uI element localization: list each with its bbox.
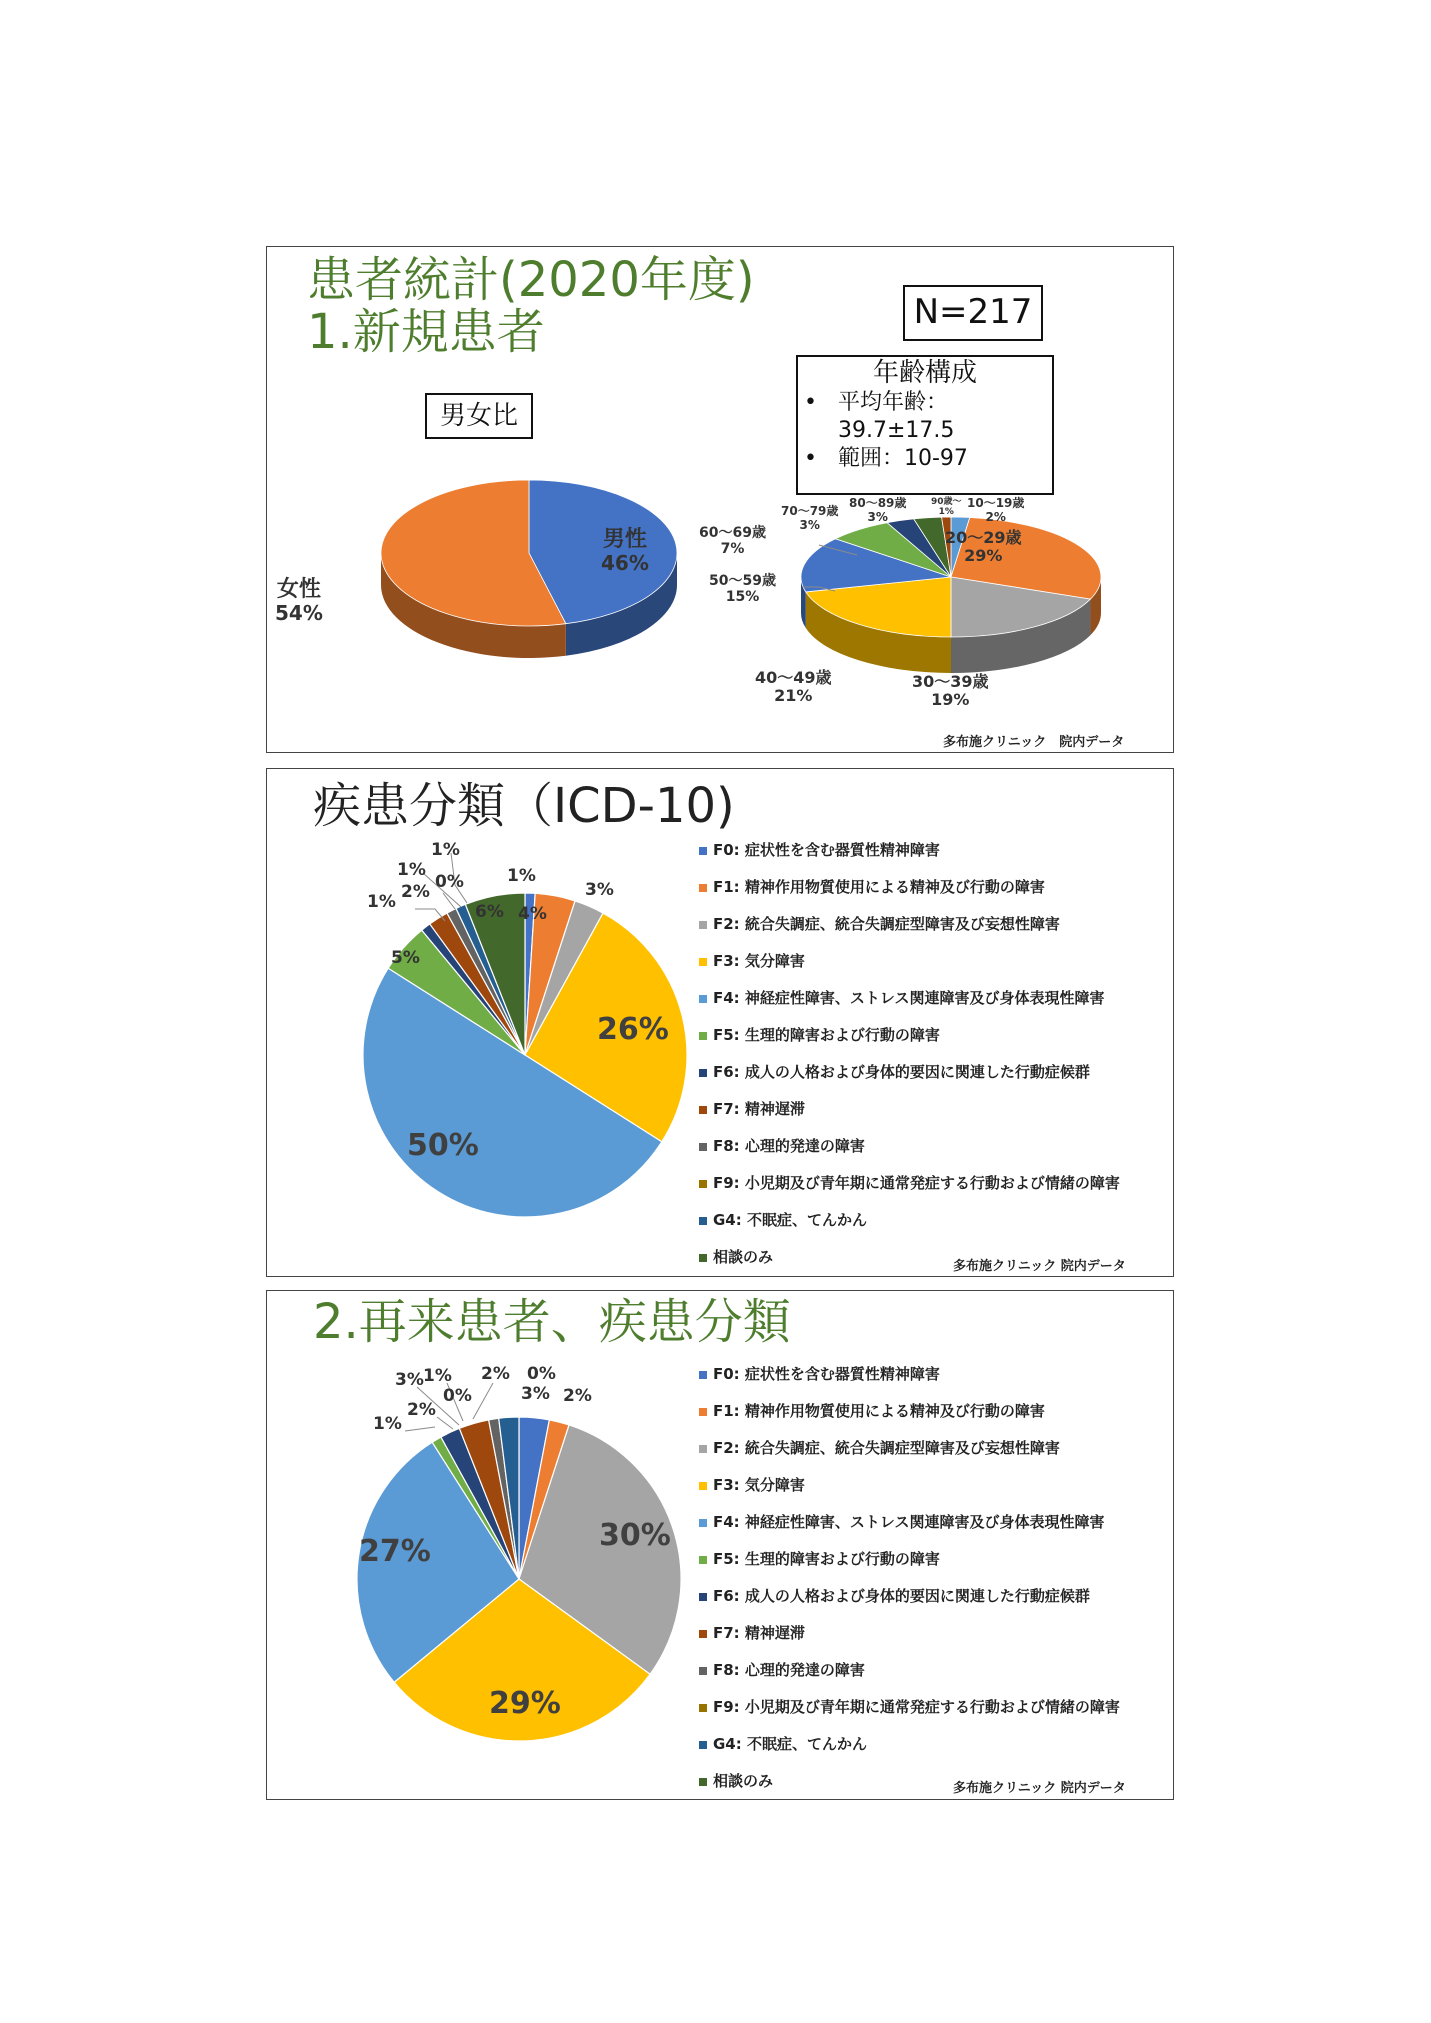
age-label-30s bbox=[912, 673, 989, 710]
icd1-label-f0: 1% bbox=[507, 866, 536, 886]
icd2-legend-item-1 bbox=[699, 1400, 1045, 1421]
age-50s-name: 50〜59歳 bbox=[709, 573, 776, 589]
icd1-leader-f7 bbox=[443, 893, 455, 909]
icd1-legend-item-10 bbox=[699, 1209, 867, 1230]
icd2-legend-item-9 bbox=[699, 1696, 1120, 1717]
icd2-legend-swatch-5 bbox=[699, 1556, 707, 1564]
age-20s-name: 20〜29歳 bbox=[945, 528, 1022, 547]
panel2-credit: 多布施クリニック 院内データ bbox=[953, 1259, 1126, 1274]
age-40s-name: 40〜49歳 bbox=[755, 668, 832, 687]
icd2-legend-label-10: G4: 不眠症、てんかん bbox=[713, 1735, 867, 1753]
age-80s-pct: 3% bbox=[867, 509, 888, 524]
age-label-60s bbox=[699, 525, 766, 557]
icd2-leader-g4 bbox=[473, 1383, 493, 1419]
age-70s-name: 70〜79歳 bbox=[781, 504, 839, 518]
icd2-label-f9: 0% bbox=[443, 1386, 472, 1406]
icd1-label-f5: 5% bbox=[391, 948, 420, 968]
icd1-legend-label-7: F7: 精神遅滞 bbox=[713, 1100, 805, 1118]
icd1-label-f4: 50% bbox=[407, 1128, 479, 1163]
icd1-legend-item-1 bbox=[699, 876, 1045, 897]
icd2-legend-item-0 bbox=[699, 1363, 940, 1384]
icd1-legend-label-8: F8: 心理的発達の障害 bbox=[713, 1137, 865, 1155]
icd1-legend-item-5 bbox=[699, 1024, 940, 1045]
panel2-title: 疾患分類（ICD-10) bbox=[313, 778, 735, 834]
age-box-heading: 年齢構成 bbox=[872, 358, 977, 388]
icd1-legend-item-2 bbox=[699, 913, 1060, 934]
icd1-label-f7: 2% bbox=[401, 882, 430, 902]
age-10s-pct: 2% bbox=[985, 509, 1006, 524]
icd1-legend-swatch-4 bbox=[699, 995, 707, 1003]
icd2-legend-swatch-4 bbox=[699, 1519, 707, 1527]
icd2-label-f8: 1% bbox=[423, 1366, 452, 1386]
panel1-title-line2: 1.新規患者 bbox=[307, 304, 545, 360]
icd2-leader-f5 bbox=[405, 1427, 435, 1431]
icd1-legend-swatch-1 bbox=[699, 884, 707, 892]
icd1-legend-label-2: F2: 統合失調症、統合失調症型障害及び妄想性障害 bbox=[713, 915, 1060, 933]
icd1-legend-swatch-9 bbox=[699, 1180, 707, 1188]
panel1-credit: 多布施クリニック 院内データ bbox=[943, 735, 1125, 750]
gender-male-name: 男性 bbox=[602, 527, 647, 552]
icd2-label-f7: 3% bbox=[395, 1370, 424, 1390]
icd2-legend-label-9: F9: 小児期及び青年期に通常発症する行動および情緒の障害 bbox=[713, 1698, 1120, 1716]
icd1-legend-swatch-5 bbox=[699, 1032, 707, 1040]
gender-male-pct: 46% bbox=[601, 551, 649, 576]
age-80s-name: 80〜89歳 bbox=[849, 496, 907, 510]
icd2-legend-label-2: F2: 統合失調症、統合失調症型障害及び妄想性障害 bbox=[713, 1439, 1060, 1457]
icd1-legend-swatch-8 bbox=[699, 1143, 707, 1151]
icd1-legend-label-11: 相談のみ bbox=[713, 1248, 774, 1266]
returning-patients-panel bbox=[266, 1290, 1174, 1800]
icd1-legend-swatch-3 bbox=[699, 958, 707, 966]
icd2-label-f2: 30% bbox=[599, 1518, 671, 1553]
icd1-label-f3: 26% bbox=[597, 1012, 669, 1047]
age-label-70s bbox=[781, 505, 838, 533]
age-30s-name: 30〜39歳 bbox=[912, 672, 989, 691]
icd1-legend-label-5: F5: 生理的障害および行動の障害 bbox=[713, 1026, 940, 1044]
icd2-legend-swatch-2 bbox=[699, 1445, 707, 1453]
gender-label-female bbox=[275, 577, 323, 625]
gender-ratio-box: 男女比 bbox=[425, 393, 533, 439]
icd1-label-consult: 6% bbox=[475, 902, 504, 922]
icd2-legend-item-3 bbox=[699, 1474, 805, 1495]
icd2-legend-swatch-7 bbox=[699, 1630, 707, 1638]
icd1-legend-item-7 bbox=[699, 1098, 805, 1119]
age-10s-name: 10〜19歳 bbox=[967, 496, 1025, 510]
icd1-label-g4: 1% bbox=[367, 892, 396, 912]
icd2-label-f6: 2% bbox=[407, 1400, 436, 1420]
icd2-label-f1: 2% bbox=[563, 1386, 592, 1406]
icd2-legend-swatch-9 bbox=[699, 1704, 707, 1712]
icd2-label-g4: 2% bbox=[481, 1364, 510, 1384]
age-90s-pct: 1% bbox=[938, 507, 954, 518]
icd2-legend-item-2 bbox=[699, 1437, 1060, 1458]
panel3-credit: 多布施クリニック 院内データ bbox=[953, 1781, 1126, 1796]
age-label-80s bbox=[849, 497, 906, 525]
icd2-legend-label-8: F8: 心理的発達の障害 bbox=[713, 1661, 865, 1679]
age-label-20s bbox=[945, 529, 1022, 566]
icd1-legend-item-6 bbox=[699, 1061, 1090, 1082]
icd2-legend-swatch-10 bbox=[699, 1741, 707, 1749]
icd2-legend-label-6: F6: 成人の人格および身体的要因に関連した行動症候群 bbox=[713, 1587, 1090, 1605]
icd2-legend-item-7 bbox=[699, 1622, 805, 1643]
icd2-legend-label-5: F5: 生理的障害および行動の障害 bbox=[713, 1550, 940, 1568]
panel1-title-line1: 患者統計(2020年度) bbox=[307, 252, 755, 308]
icd2-legend-label-11: 相談のみ bbox=[713, 1772, 774, 1790]
age-label-10s bbox=[967, 497, 1024, 525]
icd2-label-f0: 3% bbox=[521, 1384, 550, 1404]
gender-female-pct: 54% bbox=[275, 601, 323, 626]
icd2-legend-swatch-6 bbox=[699, 1593, 707, 1601]
icd1-legend-item-4 bbox=[699, 987, 1104, 1008]
icd1-legend-label-1: F1: 精神作用物質使用による精神及び行動の障害 bbox=[713, 878, 1045, 896]
icd1-legend-swatch-6 bbox=[699, 1069, 707, 1077]
icd2-label-consult: 0% bbox=[527, 1364, 556, 1384]
icd1-legend-label-0: F0: 症状性を含む器質性精神障害 bbox=[713, 841, 940, 859]
icd2-legend-item-11 bbox=[699, 1770, 773, 1791]
age-range: • 範囲：10-97 bbox=[798, 445, 1052, 473]
icd1-legend-swatch-0 bbox=[699, 847, 707, 855]
icd2-legend-item-10 bbox=[699, 1733, 867, 1754]
age-60s-name: 60〜69歳 bbox=[699, 525, 766, 541]
icd2-legend-swatch-1 bbox=[699, 1408, 707, 1416]
icd1-label-f6: 1% bbox=[397, 860, 426, 880]
icd2-legend-item-5 bbox=[699, 1548, 940, 1569]
icd1-legend-item-11 bbox=[699, 1246, 773, 1267]
age-40s-pct: 21% bbox=[774, 686, 813, 706]
icd2-label-f4: 27% bbox=[359, 1534, 431, 1569]
icd1-legend-swatch-2 bbox=[699, 921, 707, 929]
icd1-legend-label-9: F9: 小児期及び青年期に通常発症する行動および情緒の障害 bbox=[713, 1174, 1120, 1192]
icd2-legend-swatch-3 bbox=[699, 1482, 707, 1490]
age-50s-pct: 15% bbox=[725, 589, 760, 606]
icd2-leader-f6 bbox=[437, 1417, 453, 1429]
gender-female-name: 女性 bbox=[276, 577, 321, 602]
age-70s-pct: 3% bbox=[799, 517, 820, 532]
age-mean-label: • 平均年齢： bbox=[798, 389, 1052, 417]
panel3-title: 2.再来患者、疾患分類 bbox=[313, 1294, 791, 1350]
icd1-legend-label-4: F4: 神経症性障害、ストレス関連障害及び身体表現性障害 bbox=[713, 989, 1105, 1007]
icd2-legend-label-3: F3: 気分障害 bbox=[713, 1476, 805, 1494]
icd1-legend-item-8 bbox=[699, 1135, 865, 1156]
icd2-legend-swatch-11 bbox=[699, 1778, 707, 1786]
icd2-legend-swatch-0 bbox=[699, 1371, 707, 1379]
icd2-legend-label-4: F4: 神経症性障害、ストレス関連障害及び身体表現性障害 bbox=[713, 1513, 1105, 1531]
icd2-label-f5: 1% bbox=[373, 1414, 402, 1434]
icd1-legend-label-10: G4: 不眠症、てんかん bbox=[713, 1211, 867, 1229]
age-label-40s bbox=[755, 669, 832, 706]
gender-label-male bbox=[601, 527, 649, 575]
icd1-label-f8: 1% bbox=[431, 840, 460, 860]
icd1-legend-swatch-10 bbox=[699, 1217, 707, 1225]
icd1-legend-item-3 bbox=[699, 950, 805, 971]
age-pie-chart bbox=[267, 247, 1174, 753]
new-patients-panel bbox=[266, 246, 1174, 753]
icd1-legend-swatch-7 bbox=[699, 1106, 707, 1114]
icd2-legend-label-0: F0: 症状性を含む器質性精神障害 bbox=[713, 1365, 940, 1383]
icd2-legend-item-4 bbox=[699, 1511, 1104, 1532]
age-label-90s bbox=[931, 497, 962, 518]
icd1-legend-label-3: F3: 気分障害 bbox=[713, 952, 805, 970]
icd2-label-f3: 29% bbox=[489, 1686, 561, 1721]
icd2-legend-label-7: F7: 精神遅滞 bbox=[713, 1624, 805, 1642]
disease-classification-panel bbox=[266, 768, 1174, 1277]
icd2-legend-label-1: F1: 精神作用物質使用による精神及び行動の障害 bbox=[713, 1402, 1045, 1420]
age-90s-name: 90歳〜 bbox=[931, 497, 962, 507]
n-count-box: N=217 bbox=[903, 285, 1043, 341]
age-20s-pct: 29% bbox=[964, 546, 1003, 566]
icd1-label-f9: 0% bbox=[435, 872, 464, 892]
age-30s-pct: 19% bbox=[931, 690, 970, 710]
age-label-50s bbox=[709, 573, 776, 605]
icd2-legend-item-8 bbox=[699, 1659, 865, 1680]
icd1-legend-swatch-11 bbox=[699, 1254, 707, 1262]
icd1-legend-item-0 bbox=[699, 839, 940, 860]
age-60s-pct: 7% bbox=[720, 541, 745, 558]
icd1-legend-label-6: F6: 成人の人格および身体的要因に関連した行動症候群 bbox=[713, 1063, 1090, 1081]
icd1-label-f1: 4% bbox=[518, 904, 547, 924]
icd1-legend-item-9 bbox=[699, 1172, 1120, 1193]
icd1-label-f2: 3% bbox=[585, 880, 614, 900]
age-mean-value: 39.7±17.5 bbox=[838, 418, 955, 443]
icd2-legend-item-6 bbox=[699, 1585, 1090, 1606]
icd2-legend-swatch-8 bbox=[699, 1667, 707, 1675]
